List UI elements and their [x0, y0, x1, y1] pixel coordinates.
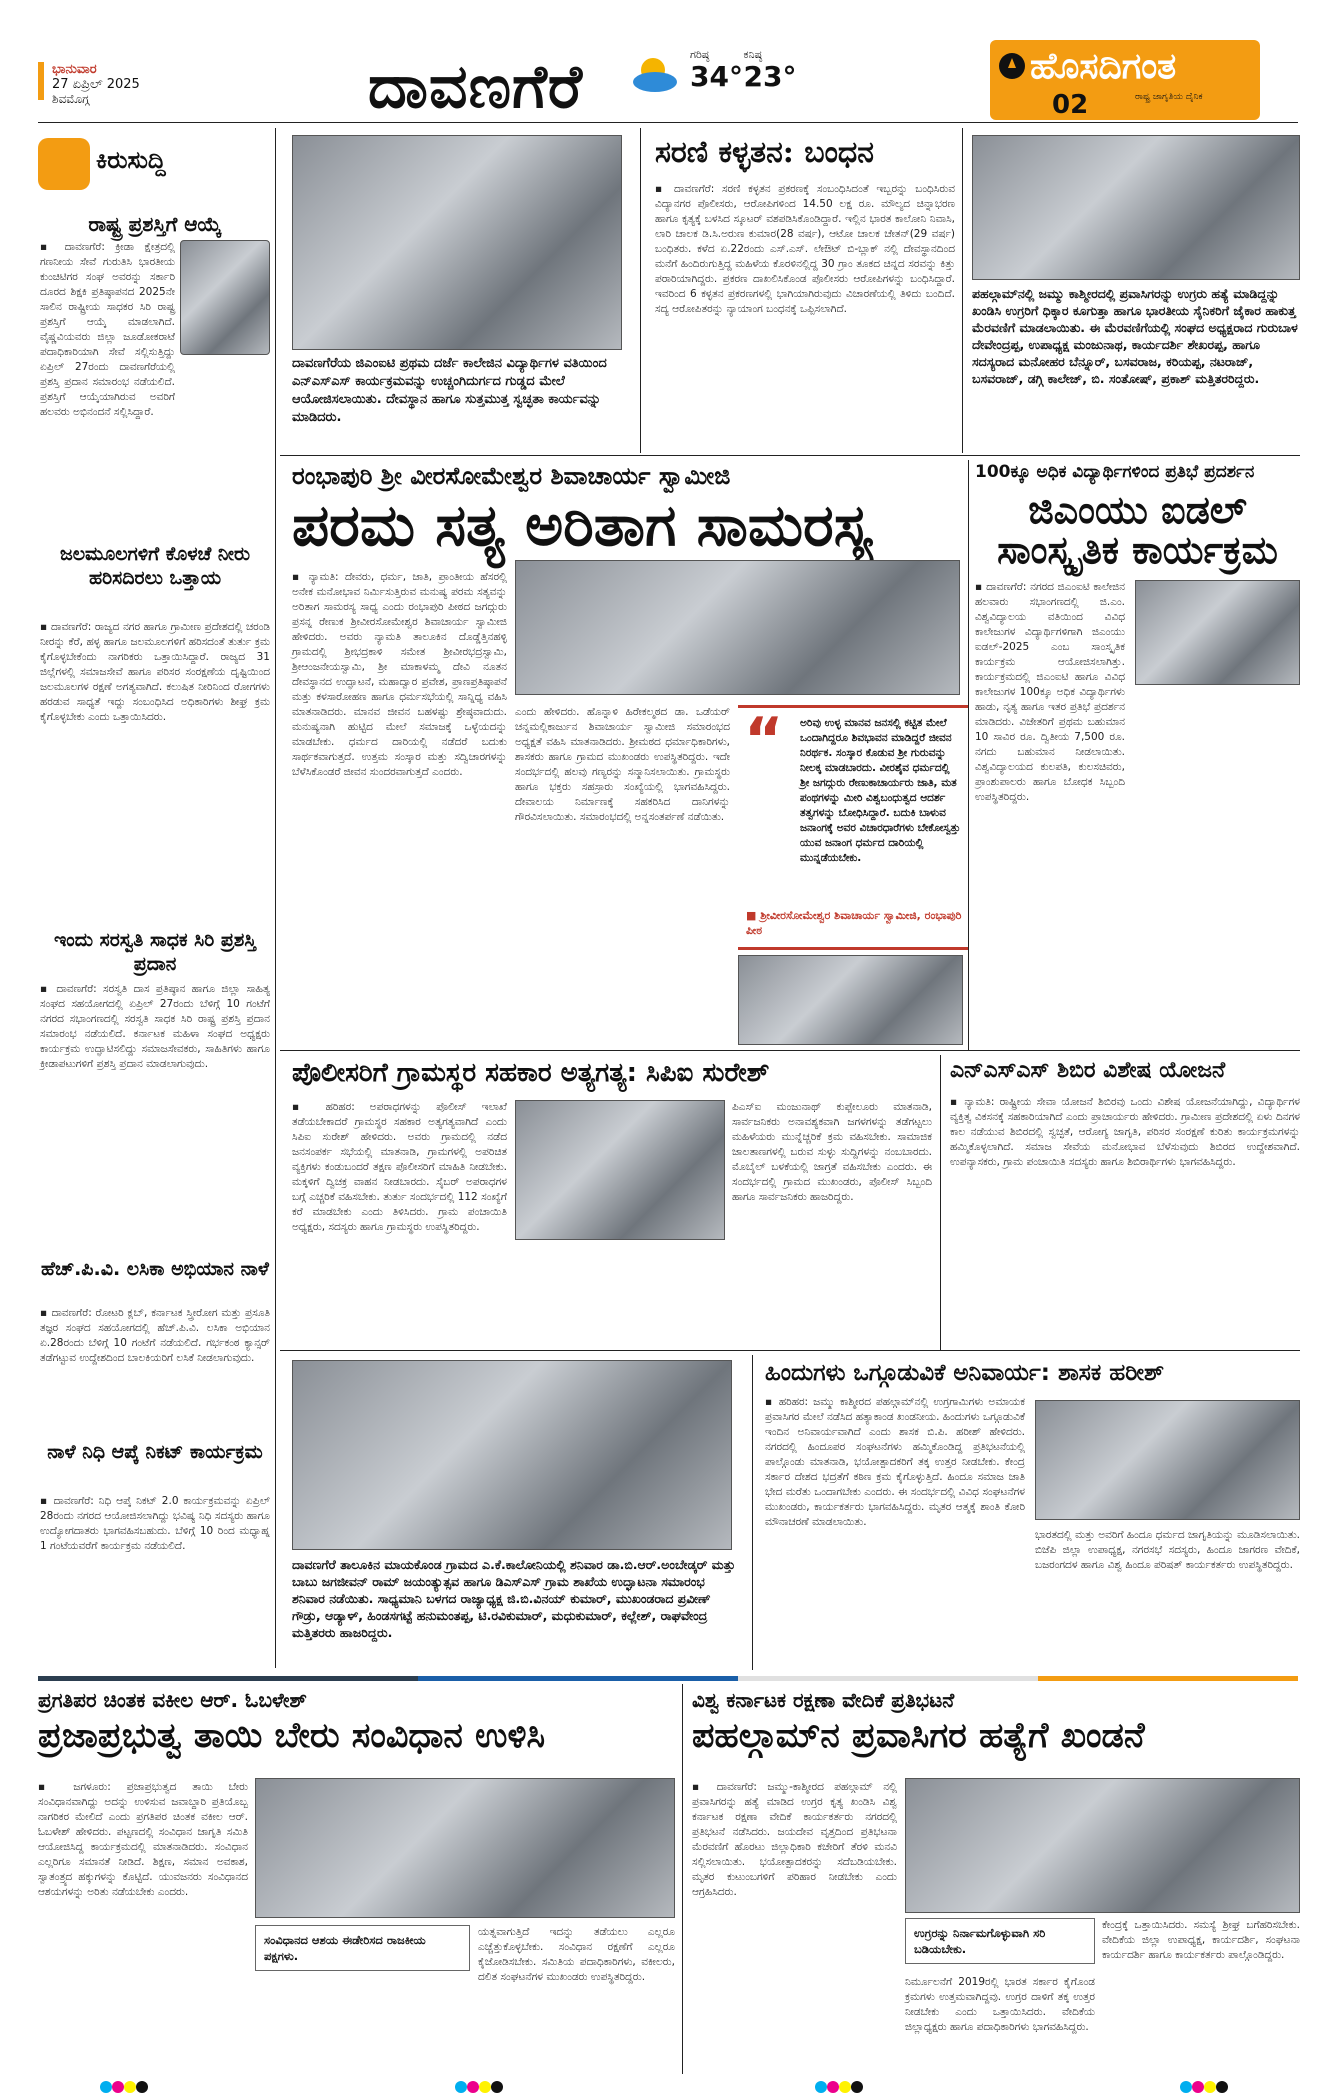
brand-tagline: ರಾಷ್ಟ್ರ ಜಾಗೃತಿಯ ದೈನಿಕ [1135, 92, 1203, 102]
section-bar-blue [418, 1676, 738, 1681]
temperature-block [690, 48, 797, 93]
pull-quote-text: ಅರಿವು ಉಳ್ಳ ಮಾನವ ಜನಸಲ್ಲಿ ಕಟ್ಟಿತ ಮೇಲೆ ಒಂದಾಗಿದ್ದರೂ ಶಿವಭಾವನ ಮಾಡಿದ್ದರೆ ಜೀವನ ನಿರರ್ಥಕ. ಸಂಸ್ಕಾರ ಕೊಡುವ ಶ್ರೀ ಗುರುವನ್ನು ನೀಲಕ್ಕ ಮಾಡಬಾರದು. ವೀರಶೈವ ಧರ್ಮದಲ್ಲಿ ಶ್ರೀ ಜಗದ್ಗುರು ರೇಣುಕಾಚಾರ್ಯರು ಜಾತಿ, ಮತ ಪಂಥಗಳನ್ನು ಮೀರಿ ವಿಶ್ವಬಂಧುತ್ವದ ಆದರ್ಶ ತತ್ವಗಳನ್ನು ಬೋಧಿಸಿದ್ದಾರೆ. ಬದುಕಿ ಬಾಳುವ ಜನಾಂಗಕ್ಕೆ ಅವರ ವಿಚಾರಧಾರೆಗಳು ಬೇಕೋಸ್ವತ್ತು ಯುವ ಜನಾಂಗ ಧರ್ಮದ ದಾರಿಯಲ್ಲಿ ಮುನ್ನಡೆಯಬೇಕು. [800, 717, 961, 864]
pahalgam-headline: ಪಹಲ್ಗಾಮ್‌ನ ಪ್ರವಾಸಿಗರ ಹತ್ಯೆಗೆ ಖಂಡನೆ [692, 1715, 1145, 1756]
pahalgam-callout: ಉಗ್ರರನ್ನು ನಿರ್ನಾಮಗೊಳ್ಳುವಾಗಿ ಸರಿ ಬಡಿಯಬೇಕು. [905, 1918, 1095, 1964]
day: ಭಾನುವಾರ [52, 62, 97, 77]
registration-marks-mid1 [455, 2078, 503, 2097]
max-temp: 34° [690, 60, 743, 93]
hindu-headline: ಹಿಂದುಗಳು ಒಗ್ಗೂಡುವಿಕೆ ಅನಿವಾರ್ಯ: ಶಾಸಕ ಹರೀಶ್ [765, 1360, 1165, 1386]
brief-body-3: ▪ ದಾವಣಗೆರೆ: ಸರಸ್ವತಿ ದಾಸ ಪ್ರತಿಷ್ಠಾನ ಹಾಗೂ ಜಿಲ್ಲಾ ಸಾಹಿತ್ಯ ಸಂಘದ ಸಹಯೋಗದಲ್ಲಿ ಏಪ್ರಿಲ್ 27ರಂದು ಬೆಳಿಗ್ಗೆ 10 ಗಂಟೆಗೆ ನಗರದ ಸಭಾಂಗಣದಲ್ಲಿ ಸರಸ್ವತಿ ಸಾಧಕ ಸಿರಿ ರಾಷ್ಟ್ರ ಪ್ರಶಸ್ತಿ ಪ್ರದಾನ ಸಮಾರಂಭ ನಡೆಯಲಿದೆ. ಕರ್ನಾಟಕ ಮಹಿಳಾ ಸಂಘದ ಅಧ್ಯಕ್ಷರು ಕಾರ್ಯಕ್ರಮ ಉದ್ಘಾಟಿಸಲಿದ್ದು ಸಮಾಜಸೇವಕರು, ಸಾಹಿತಿಗಳು ಹಾಗೂ ಕ್ರೀಡಾಪಟುಗಳಿಗೆ ಪ್ರಶಸ್ತಿ ಪ್ರದಾನ ಮಾಡಲಾಗುವುದು. [40, 983, 270, 1070]
weather-icon [625, 50, 685, 100]
hindu-body: ▪ ಹರಿಹರ: ಜಮ್ಮು ಕಾಶ್ಮೀರದ ಪಹಲ್ಗಾಮ್‌ನಲ್ಲಿ ಉಗ್ರಗಾಮಿಗಳು ಅಮಾಯಕ ಪ್ರವಾಸಿಗರ ಮೇಲೆ ನಡೆಸಿದ ಹತ್ಯಾಕಾಂಡ ಖಂಡನೀಯ. ಹಿಂದುಗಳು ಒಗ್ಗೂಡುವಿಕೆ ಇಂದಿನ ಅನಿವಾರ್ಯವಾಗಿದೆ ಎಂದು ಶಾಸಕ ಬಿ.ಪಿ. ಹರೀಶ್ ಹೇಳಿದರು. ನಗರದಲ್ಲಿ ಹಿಂದೂಪರ ಸಂಘಟನೆಗಳು ಹಮ್ಮಿಕೊಂಡಿದ್ದ ಪ್ರತಿಭಟನೆಯಲ್ಲಿ ಪಾಲ್ಗೊಂಡು ಮಾತನಾಡಿ, ಭಯೋತ್ಪಾದಕರಿಗೆ ತಕ್ಕ ಉತ್ತರ ನೀಡಬೇಕು. ಕೇಂದ್ರ ಸರ್ಕಾರ ದೇಶದ ಭದ್ರತೆಗೆ ಕಠಿಣ ಕ್ರಮ ಕೈಗೊಳ್ಳುತ್ತಿದೆ. ಹಿಂದೂ ಸಮಾಜ ಜಾತಿ ಭೇದ ಮರೆತು ಒಂದಾಗಬೇಕು ಎಂದರು. ಈ ಸಂದರ್ಭದಲ್ಲಿ ವಿವಿಧ ಸಂಘಟನೆಗಳ ಮುಖಂಡರು, ಕಾರ್ಯಕರ್ತರು ಭಾಗವಹಿಸಿದ್ದರು. ಮೃತರ ಆತ್ಮಕ್ಕೆ ಶಾಂತಿ ಕೋರಿ ಮೌನಾಚರಣೆ ಮಾಡಲಾಯಿತು. [765, 1396, 1025, 1528]
nss-group-photo [292, 135, 622, 350]
gmu-headline: ಜಿಎಂಯು ಐಡಲ್ ಸಾಂಸ್ಕೃತಿಕ ಕಾರ್ಯಕ್ರಮ [997, 487, 1278, 572]
constitution-headline: ಪ್ರಜಾಪ್ರಭುತ್ವ ತಾಯಿ ಬೇರು ಸಂವಿಧಾನ ಉಳಿಸಿ [38, 1715, 546, 1756]
brand-name: ಹೊಸದಿಗಂತ [1030, 46, 1177, 87]
nss-body: ▪ ನ್ಯಾಮತಿ: ರಾಷ್ಟ್ರೀಯ ಸೇವಾ ಯೋಜನೆ ಶಿಬಿರವು ಒಂದು ವಿಶೇಷ ಯೋಜನೆಯಾಗಿದ್ದು, ವಿದ್ಯಾರ್ಥಿಗಳ ವ್ಯಕ್ತಿತ್ವ ವಿಕಸನಕ್ಕೆ ಸಹಕಾರಿಯಾಗಿದೆ ಎಂದು ಪ್ರಾಚಾರ್ಯರು ಹೇಳಿದರು. ಗ್ರಾಮೀಣ ಪ್ರದೇಶದಲ್ಲಿ ಏಳು ದಿನಗಳ ಕಾಲ ನಡೆಯುವ ಶಿಬಿರದಲ್ಲಿ ಸ್ವಚ್ಛತೆ, ಆರೋಗ್ಯ ಜಾಗೃತಿ, ಪರಿಸರ ಸಂರಕ್ಷಣೆ ಕುರಿತು ಕಾರ್ಯಕ್ರಮಗಳನ್ನು ಹಮ್ಮಿಕೊಳ್ಳಲಾಗಿದೆ. ಸಮಾಜ ಸೇವೆಯ ಮನೋಭಾವ ಬೆಳೆಸುವುದು ಶಿಬಿರದ ಉದ್ದೇಶವಾಗಿದೆ. ಉಪನ್ಯಾಸಕರು, ಗ್ರಾಮ ಪಂಚಾಯಿತಿ ಸದಸ್ಯರು ಹಾಗೂ ಶಿಬಿರಾರ್ಥಿಗಳು ಭಾಗವಹಿಸಿದ್ದರು. [950, 1096, 1300, 1168]
gmu-body: ▪ ದಾವಣಗೆರೆ: ನಗರದ ಜಿಎಂಐಟಿ ಕಾಲೇಜಿನ ಹಲವಾರು ಸಭಾಂಗಣದಲ್ಲಿ ಜಿ.ಎಂ. ವಿಶ್ವವಿದ್ಯಾಲಯ ವತಿಯಿಂದ ವಿವಿಧ ಕಾಲೇಜುಗಳ ವಿದ್ಯಾರ್ಥಿಗಳಿಗಾಗಿ ಜಿಎಂಯು ಐಡಲ್-2025 ಎಂಬ ಸಾಂಸ್ಕೃತಿಕ ಕಾರ್ಯಕ್ರಮ ಆಯೋಜಿಸಲಾಗಿತ್ತು. ಕಾರ್ಯಕ್ರಮದಲ್ಲಿ ಜಿಎಂಐಟಿ ಹಾಗೂ ವಿವಿಧ ಕಾಲೇಜುಗಳ 100ಕ್ಕೂ ಅಧಿಕ ವಿದ್ಯಾರ್ಥಿಗಳು ಹಾಡು, ನೃತ್ಯ ಹಾಗೂ ಇತರ ಪ್ರತಿಭೆ ಪ್ರದರ್ಶನ ಮಾಡಿದರು. ವಿಜೇತರಿಗೆ ಪ್ರಥಮ ಬಹುಮಾನ 10 ಸಾವಿರ ರೂ. ದ್ವಿತೀಯ 7,500 ರೂ. ನಗದು ಬಹುಮಾನ ನೀಡಲಾಯಿತು. ವಿಶ್ವವಿದ್ಯಾಲಯದ ಕುಲಪತಿ, ಕುಲಸಚಿವರು, ಪ್ರಾಂಶುಪಾಲರು ಹಾಗೂ ಬೋಧಕ ಸಿಬ್ಬಂದಿ ಉಪಸ್ಥಿತರಿದ್ದರು. [975, 581, 1125, 803]
ambedkar-event-photo [292, 1360, 732, 1550]
brief-body-2: ▪ ದಾವಣಗೆರೆ: ರಾಜ್ಯದ ನಗರ ಹಾಗೂ ಗ್ರಾಮೀಣ ಪ್ರದೇಶದಲ್ಲಿ ಚರಂಡಿ ನೀರನ್ನು ಕೆರೆ, ಹಳ್ಳ ಹಾಗೂ ಜಲಮೂಲಗಳಿಗೆ ಹರಿಸದಂತೆ ತುರ್ತು ಕ್ರಮ ಕೈಗೊಳ್ಳಬೇಕೆಂದು ನಾಗರಿಕರು ಒತ್ತಾಯಿಸಿದ್ದಾರೆ. ರಾಜ್ಯದ 31 ಜಿಲ್ಲೆಗಳಲ್ಲಿ ಸಮಾಜಸೇವೆ ಹಾಗೂ ಪರಿಸರ ಸಂರಕ್ಷಣೆಯ ದೃಷ್ಟಿಯಿಂದ ಜಲಮೂಲಗಳ ರಕ್ಷಣೆ ಅಗತ್ಯವಾಗಿದೆ. ಕಲುಷಿತ ನೀರಿನಿಂದ ರೋಗಗಳು ಹರಡುವ ಸಾಧ್ಯತೆ ಇದ್ದು ಸಂಬಂಧಿಸಿದ ಅಧಿಕಾರಿಗಳು ಶೀಘ್ರ ಕ್ರಮ ಕೈಗೊಳ್ಳಬೇಕು ಎಂದು ಒತ್ತಾಯಿಸಿದರು. [40, 621, 270, 723]
pull-quote-attribution: ■ ಶ್ರೀವೀರಸೋಮೇಶ್ವರ ಶಿವಾಚಾರ್ಯ ಸ್ವಾಮೀಜಿ, ರಂಭಾಪುರಿ ಪೀಠ [746, 909, 962, 937]
police-meeting-photo [515, 1100, 725, 1240]
page-number: 02 [1052, 90, 1089, 120]
header-accent-bar [38, 62, 44, 100]
hand-pointing-icon [38, 138, 90, 190]
main-headline: ಪರಮ ಸತ್ಯ ಅರಿತಾಗ ಸಾಮರಸ್ಯ [292, 491, 873, 559]
min-temp: 23° [743, 60, 797, 93]
police-body-col3: ಪಿಎಸ್‌ಐ ಮಂಜುನಾಥ್ ಕುಪ್ಪೇಲೂರು ಮಾತನಾಡಿ, ಸಾರ್ವಜನಿಕರು ಅನಾವಶ್ಯಕವಾಗಿ ಜಗಳಗಳನ್ನು ತಡೆಗಟ್ಟಲು ಮಹಿಳೆಯರು ಮುನ್ನೆಚ್ಚರಿಕೆ ಕ್ರಮ ವಹಿಸಬೇಕು. ಸಾಮಾಜಿಕ ಜಾಲತಾಣಗಳಲ್ಲಿ ಬರುವ ಸುಳ್ಳು ಸುದ್ದಿಗಳನ್ನು ನಂಬಬಾರದು. ಮೊಬೈಲ್ ಬಳಕೆಯಲ್ಲಿ ಜಾಗ್ರತೆ ವಹಿಸಬೇಕು ಎಂದರು. ಈ ಸಂದರ್ಭದಲ್ಲಿ ಗ್ರಾಮದ ಮುಖಂಡರು, ಪೊಲೀಸ್ ಸಿಬ್ಬಂದಿ ಹಾಗೂ ಸಾರ್ವಜನಿಕರು ಹಾಜರಿದ್ದರು. [732, 1101, 932, 1203]
constitution-callout: ಸಂವಿಧಾನದ ಆಶಯ ಈಡೇರಿಸದ ರಾಜಕೀಯ ಪಕ್ಷಗಳು. [255, 1925, 470, 1971]
top-col-rule-2 [962, 128, 963, 453]
brief-headline-2: ಜಲಮೂಲಗಳಿಗೆ ಕೊಳಚೆ ನೀರು ಹರಿಸದಿರಲು ಒತ್ತಾಯ [59, 543, 251, 589]
section-bar-orange [1038, 1676, 1298, 1681]
constitution-body: ▪ ಜಗಳೂರು: ಪ್ರಜಾಪ್ರಭುತ್ವದ ತಾಯಿ ಬೇರು ಸಂವಿಧಾನವಾಗಿದ್ದು ಅದನ್ನು ಉಳಿಸುವ ಜವಾಬ್ದಾರಿ ಪ್ರತಿಯೊಬ್ಬ ನಾಗರಿಕರ ಮೇಲಿದೆ ಎಂದು ಪ್ರಗತಿಪರ ಚಿಂತಕ ವಕೀಲ ಆರ್. ಓಬಳೇಶ್ ಹೇಳಿದರು. ಪಟ್ಟಣದಲ್ಲಿ ಸಂವಿಧಾನ ಜಾಗೃತಿ ಸಮಿತಿ ಆಯೋಜಿಸಿದ್ದ ಕಾರ್ಯಕ್ರಮದಲ್ಲಿ ಮಾತನಾಡಿದರು. ಸಂವಿಧಾನ ಎಲ್ಲರಿಗೂ ಸಮಾನತೆ ನೀಡಿದೆ. ಶಿಕ್ಷಣ, ಸಮಾನ ಅವಕಾಶ, ಸ್ವಾತಂತ್ರ್ಯದ ಹಕ್ಕುಗಳನ್ನು ಕೊಟ್ಟಿದೆ. ಯುವಜನರು ಸಂವಿಧಾನದ ಆಶಯಗಳನ್ನು ಅರಿತು ನಡೆಯಬೇಕು ಎಂದರು. [38, 1781, 248, 1898]
brief-body-1b [40, 358, 270, 538]
top-col-rule-1 [640, 128, 641, 453]
brief-headline-5: ನಾಳೆ ನಿಧಿ ಆಪ್ಕೆ ನಿಕಟ್ ಕಾರ್ಯಕ್ರಮ [47, 1441, 263, 1463]
pahalgam-body-col3: ಕೇಂದ್ರಕ್ಕೆ ಒತ್ತಾಯಿಸಿದರು. ಸಮಸ್ಯೆ ಶ್ರೀಘ್ರ ಬಗೆಹರಿಸಬೇಕು. ವೇದಿಕೆಯ ಜಿಲ್ಲಾ ಉಪಾಧ್ಯಕ್ಷ, ಕಾರ್ಯದರ್ಶಿ, ಸಂಘಟನಾ ಕಾರ್ಯದರ್ಶಿ ಹಾಗೂ ಕಾರ್ಯಕರ್ತರು ಪಾಲ್ಗೊಂಡಿದ್ದರು. [1102, 1919, 1300, 1961]
nss-photo-caption: ದಾವಣಗೆರೆಯ ಜಿಎಂಐಟಿ ಪ್ರಥಮ ದರ್ಜೆ ಕಾಲೇಜಿನ ವಿದ್ಯಾರ್ಥಿಗಳ ವತಿಯಿಂದ ಎನ್‌ಎಸ್‌ಎಸ್ ಕಾರ್ಯಕ್ರಮವನ್ನು ಉಚ್ಚಂಗಿದುರ್ಗದ ಗುಡ್ಡದ ಮೇಲೆ ಆಯೋಜಿಸಲಾಯಿತು. ದೇವಸ್ಥಾನ ಹಾಗೂ ಸುತ್ತಮುತ್ತ ಸ್ವಚ್ಛತಾ ಕಾರ್ಯವನ್ನು ಮಾಡಿದರು. [292, 356, 607, 425]
top-row-rule [280, 455, 1300, 456]
main-body-col1: ▪ ನ್ಯಾಮತಿ: ದೇವರು, ಧರ್ಮ, ಜಾತಿ, ಪ್ರಾಂತೀಯ ಹೆಸರಲ್ಲಿ ಅನೇಕ ಮನೋಭಾವ ನಿರ್ಮಿಸುತ್ತಿರುವ ಮನುಷ್ಯ ಪರಮ ಸತ್ಯವನ್ನು ಅರಿತಾಗ ಸಾಮರಸ್ಯ ಸಾಧ್ಯ ಎಂದು ರಂಭಾಪುರಿ ಪೀಠದ ಜಗದ್ಗುರು ಪ್ರಸನ್ನ ರೇಣುಕ ಶ್ರೀವೀರಸೋಮೇಶ್ವರ ಶಿವಾಚಾರ್ಯ ಸ್ವಾಮೀಜಿ ಹೇಳಿದರು. ಅವರು ನ್ಯಾಮತಿ ತಾಲೂಕಿನ ದೊಡ್ಡೆತ್ತಿನಹಳ್ಳಿ ಗ್ರಾಮದಲ್ಲಿ ಶ್ರೀಭದ್ರಕಾಳಿ ಸಮೇತ ಶ್ರೀವೀರಭದ್ರಸ್ವಾಮಿ, ಶ್ರೀಆಂಜನೇಯಸ್ವಾಮಿ, ಶ್ರೀ ಮಾಕಾಳಮ್ಮ ದೇವಿ ನೂತನ ದೇವಸ್ಥಾನದ ಉದ್ಘಾಟನೆ, ಮಹಾದ್ವಾರ ಪ್ರವೇಶ, ಪ್ರಾಣಪ್ರತಿಷ್ಠಾಪನೆ ಮತ್ತು ಕಳಸಾರೋಹಣ ಹಾಗೂ ಧರ್ಮಸಭೆಯಲ್ಲಿ ಸಾನ್ನಿಧ್ಯ ವಹಿಸಿ ಮಾತನಾಡಿದರು. ಮಾನವ ಜೀವನ ಬಹಳಷ್ಟು ಶ್ರೇಷ್ಠವಾದುದು. ಮನುಷ್ಯನಾಗಿ ಹುಟ್ಟಿದ ಮೇಲೆ ಸಮಾಜಕ್ಕೆ ಒಳ್ಳೆಯದನ್ನು ಮಾಡಬೇಕು. ಧರ್ಮದ ದಾರಿಯಲ್ಲಿ ನಡೆದರೆ ಬದುಕು ಸಾರ್ಥಕವಾಗುತ್ತದೆ. ಉತ್ತಮ ಸಂಸ್ಕಾರ ಮತ್ತು ಸದ್ವಿಚಾರಗಳನ್ನು ಬೆಳೆಸಿಕೊಂಡರೆ ಜೀವನ ಸುಂದರವಾಗುತ್ತದೆ ಎಂದರು. [292, 571, 507, 778]
ambedkar-caption: ದಾವಣಗೆರೆ ತಾಲೂಕಿನ ಮಾಯಕೊಂಡ ಗ್ರಾಮದ ಎ.ಕೆ.ಕಾಲೋನಿಯಲ್ಲಿ ಶನಿವಾರ ಡಾ.ಬಿ.ಆರ್.ಅಂಬೇಡ್ಕರ್ ಮತ್ತು ಬಾಬು ಜಗಜೀವನ್ ರಾಮ್ ಜಯಂತ್ಯುತ್ಸವ ಹಾಗೂ ಡಿಎಸ್‌ಎಸ್ ಗ್ರಾಮ ಶಾಖೆಯ ಉದ್ಘಾಟನಾ ಸಮಾರಂಭ ಶನಿವಾರ ನಡೆಯಿತು. ಸಾಧ್ಯಮಾನಿ ಬಳಗದ ರಾಜ್ಯಾಧ್ಯಕ್ಷ ಜಿ.ಬಿ.ವಿನಯ್ ಕುಮಾರ್, ಮುಖಂಡರಾದ ಪ್ರವೀಣ್ ಗೌಡ್ರು, ಆಡ್ಯಾಳ್, ಹಿಂಡಸಗಟ್ಟೆ ಹನುಮಂತಪ್ಪ, ಟಿ.ರವಿಕುಮಾರ್, ಮಧುಕುಮಾರ್, ಕಲ್ಲೇಶ್, ರಾಘವೇಂದ್ರ ಮತ್ತಿತರರು ಹಾಜರಿದ್ದರು. [292, 1557, 736, 1640]
protest-march-photo [972, 135, 1300, 280]
theft-headline: ಸರಣಿ ಕಳ್ಳತನ: ಬಂಧನ [655, 135, 874, 170]
mid-row-rule [280, 1050, 1300, 1051]
lower-col-rule [940, 1055, 941, 1350]
city-masthead: ದಾವಣಗೆರೆ [368, 52, 583, 122]
date: 27 ಏಪ್ರಿಲ್ 2025 [52, 77, 140, 92]
brief-body-5: ▪ ದಾವಣಗೆರೆ: ನಿಧಿ ಆಪ್ಕೆ ನಿಕಟ್ 2.0 ಕಾರ್ಯಕ್ರಮವನ್ನು ಏಪ್ರಿಲ್ 28ರಂದು ನಗರದ ಆಯೋಜಿಸಲಾಗಿದ್ದು ಭವಿಷ್ಯ ನಿಧಿ ಸದಸ್ಯರು ಹಾಗೂ ಉದ್ಯೋಗದಾತರು ಭಾಗವಹಿಸಬಹುದು. ಬೆಳಿಗ್ಗೆ 10 ರಿಂದ ಮಧ್ಯಾಹ್ನ 1 ಗಂಟೆಯವರೆಗೆ ಕಾರ್ಯಕ್ರಮ ನಡೆಯಲಿದೆ. [40, 1495, 270, 1552]
min-temp-label: ಕನಿಷ್ಠ [743, 48, 763, 61]
awardee-photo [180, 240, 270, 355]
pahalgam-kicker: ವಿಶ್ವ ಕರ್ನಾಟಕ ರಕ್ಷಣಾ ವೇದಿಕೆ ಪ್ರತಿಭಟನೆ [692, 1688, 955, 1712]
hindu-body-col2: ಭಾರತದಲ್ಲಿ ಮತ್ತು ಅವರಿಗೆ ಹಿಂದೂ ಧರ್ಮದ ಜಾಗೃತಿಯನ್ನು ಮೂಡಿಸಲಾಯಿತು. ಬಿಜೆಪಿ ಜಿಲ್ಲಾ ಉಪಾಧ್ಯಕ್ಷ, ನಗರಸಭೆ ಸದಸ್ಯರು, ಹಿಂದೂ ಜಾಗರಣ ವೇದಿಕೆ, ಬಜರಂಗದಳ ಹಾಗೂ ವಿಶ್ವ ಹಿಂದೂ ಪರಿಷತ್ ಕಾರ್ಯಕರ್ತರು ಉಪಸ್ಥಿತರಿದ್ದರು. [1035, 1529, 1300, 1571]
registration-marks-mid2 [815, 2078, 863, 2097]
constitution-event-photo [255, 1778, 675, 1918]
hindu-col-rule [752, 1355, 753, 1670]
brand-logo [990, 40, 1260, 120]
pahalgam-body-col2: ನಿರ್ಮೂಲನೆಗೆ 2019ರಲ್ಲಿ ಭಾರತ ಸರ್ಕಾರ ಕೈಗೊಂಡ ಕ್ರಮಗಳು ಉತ್ತಮವಾಗಿದ್ದವು. ಉಗ್ರರ ದಾಳಿಗೆ ತಕ್ಕ ಉತ್ತರ ನೀಡಬೇಕು ಎಂದು ಒತ್ತಾಯಿಸಿದರು. ವೇದಿಕೆಯ ಜಿಲ್ಲಾಧ್ಯಕ್ಷರು ಹಾಗೂ ಪದಾಧಿಕಾರಿಗಳು ಭಾಗವಹಿಸಿದ್ದರು. [905, 1976, 1095, 2033]
kirusuddi-title: ಕಿರುಸುದ್ದಿ [96, 146, 166, 174]
header-rule [38, 122, 1298, 123]
theft-body: ▪ ದಾವಣಗೆರೆ: ಸರಣಿ ಕಳ್ಳತನ ಪ್ರಕರಣಕ್ಕೆ ಸಂಬಂಧಿಸಿದಂತೆ ಇಬ್ಬರನ್ನು ಬಂಧಿಸಿರುವ ವಿದ್ಯಾನಗರ ಪೊಲೀಸರು, ಆರೋಪಿಗಳಿಂದ 14.50 ಲಕ್ಷ ರೂ. ಮೌಲ್ಯದ ಚಿನ್ನಾಭರಣ ಹಾಗೂ ಕೃತ್ಯಕ್ಕೆ ಬಳಸಿದ ಸ್ಕೂಟರ್ ವಶಪಡಿಸಿಕೊಂಡಿದ್ದಾರೆ. ಇಲ್ಲಿನ ಭಾರತ ಕಾಲೋನಿ ನಿವಾಸಿ, ಲಾರಿ ಚಾಲಕ ಡಿ.ಸಿ.ಅರುಣ ಕುಮಾರ(28 ವರ್ಷ), ಆಟೋ ಚಾಲಕ ಚೇತನ್(29 ವರ್ಷ) ಬಂಧಿತರು. ಕಳೆದ ಏ.22ರಂದು ಎಸ್.ಎಸ್. ಲೇಔಟ್ ಬಿ-ಬ್ಲಾಕ್ ನಲ್ಲಿ ದೇವಸ್ಥಾನದಿಂದ ಮನೆಗೆ ಹಿಂದಿರುಗುತ್ತಿದ್ದ ಮಹಿಳೆಯ ಕೊರಳಿನಲ್ಲಿದ್ದ 30 ಗ್ರಾಂ ತೂಕದ ಚಿನ್ನದ ಸರವನ್ನು ಕಿತ್ತು ಪರಾರಿಯಾಗಿದ್ದರು. ಪ್ರಕರಣ ದಾಖಲಿಸಿಕೊಂಡ ಪೊಲೀಸರು ಆರೋಪಿಗಳನ್ನು ಬಂಧಿಸಿದ್ದಾರೆ. ಇವರಿಂದ 6 ಕಳ್ಳತನ ಪ್ರಕರಣಗಳಲ್ಲಿ ಭಾಗಿಯಾಗಿರುವುದು ವಿಚಾರಣೆಯಲ್ಲಿ ತಿಳಿದು ಬಂದಿದೆ. ಸದ್ಯ ಆರೋಪಿತರನ್ನು ನ್ಯಾಯಾಂಗ ಬಂಧನಕ್ಕೆ ಒಪ್ಪಿಸಲಾಗಿದೆ. [655, 183, 955, 315]
constitution-kicker: ಪ್ರಗತಿಪರ ಚಿಂತಕ ವಕೀಲ ಆರ್. ಓಬಳೇಶ್ [38, 1688, 307, 1712]
swamiji-event-photo [515, 560, 960, 695]
police-body-col2 [515, 1248, 725, 1345]
nss-headline: ಎನ್‌ಎಸ್‌ಎಸ್ ಶಿಬಿರ ವಿಶೇಷ ಯೋಜನೆ [950, 1058, 1226, 1083]
constitution-body-col2: ಯತ್ನವಾಗುತ್ತಿದೆ ಇದನ್ನು ತಡೆಯಲು ಎಲ್ಲರೂ ಎಚ್ಚೆತ್ತುಕೊಳ್ಳಬೇಕು. ಸಂವಿಧಾನ ರಕ್ಷಣೆಗೆ ಎಲ್ಲರೂ ಕೈಜೋಡಿಸಬೇಕು. ಸಮಿತಿಯ ಪದಾಧಿಕಾರಿಗಳು, ವಕೀಲರು, ದಲಿತ ಸಂಘಟನೆಗಳ ಮುಖಂಡರು ಉಪಸ್ಥಿತರಿದ್ದರು. [478, 1926, 675, 1983]
left-column-rule [275, 128, 276, 1668]
mid-col-rule [968, 460, 969, 1050]
section-bar-grey [738, 1676, 1038, 1681]
kirusuddi-label [38, 138, 233, 198]
max-temp-label: ಗರಿಷ್ಠ [690, 48, 710, 61]
brief-headline-4: ಹೆಚ್.ಪಿ.ವಿ. ಲಸಿಕಾ ಅಭಿಯಾನ ನಾಳೆ [41, 1258, 269, 1280]
brief-body-1a: ▪ ದಾವಣಗೆರೆ: ಕ್ರೀಡಾ ಕ್ಷೇತ್ರದಲ್ಲಿ ಗಣನೀಯ ಸೇವೆ ಗುರುತಿಸಿ ಭಾರತೀಯ ಕುಂಚಿಟಿಗರ ಸಂಘ ಅವರನ್ನು ಸರ್ಕಾರಿ ದೂರದ ಶಿಕ್ಷಕಿ ಪ್ರತಿಷ್ಠಾಪನದ 2025ನೇ ಸಾಲಿನ ರಾಷ್ಟ್ರೀಯ ಸಾಧಕರ ಸಿರಿ ರಾಷ್ಟ್ರ ಪ್ರಶಸ್ತಿಗೆ ಆಯ್ಕೆ ಮಾಡಲಾಗಿದೆ. ವೈಷ್ಣವಿಯವರು ಜಿಲ್ಲಾ ಜೂಡೋಕರಾಟೆ ಪದಾಧಿಕಾರಿಯಾಗಿ ಸೇವೆ ಸಲ್ಲಿಸುತ್ತಿದ್ದು ಏಪ್ರಿಲ್ 27ರಂದು ದಾವಣಗೆರೆಯಲ್ಲಿ ಪ್ರಶಸ್ತಿ ಪ್ರದಾನ ಸಮಾರಂಭ ನಡೆಯಲಿದೆ. ಪ್ರಶಸ್ತಿಗೆ ಆಯ್ಕೆಯಾಗಿರುವ ಅವರಿಗೆ ಹಲವರು ಅಭಿನಂದನೆ ಸಲ್ಲಿಸಿದ್ದಾರೆ. [40, 241, 175, 418]
lower-row-rule [280, 1350, 1300, 1351]
main-body-col2: ಎಂದು ಹೇಳಿದರು. ಹೊನ್ನಾಳಿ ಹಿರೇಕಲ್ಮಠದ ಡಾ. ಒಡೆಯರ್ ಚನ್ನಮಲ್ಲಿಕಾರ್ಜುನ ಶಿವಾಚಾರ್ಯ ಸ್ವಾಮೀಜಿ ಸಮಾರಂಭದ ಅಧ್ಯಕ್ಷತೆ ವಹಿಸಿ ಮಾತನಾಡಿದರು. ಶ್ರೀಮಠದ ಧರ್ಮಾಧಿಕಾರಿಗಳು, ಶಾಸಕರು ಹಾಗೂ ಗ್ರಾಮದ ಮುಖಂಡರು ಉಪಸ್ಥಿತರಿದ್ದರು. ಇದೇ ಸಂದರ್ಭದಲ್ಲಿ ಹಲವು ಗಣ್ಯರನ್ನು ಸನ್ಮಾನಿಸಲಾಯಿತು. ಗ್ರಾಮಸ್ಥರು ಹಾಗೂ ಭಕ್ತರು ಸಹಸ್ರಾರು ಸಂಖ್ಯೆಯಲ್ಲಿ ಭಾಗವಹಿಸಿದ್ದರು. ದೇವಾಲಯ ನಿರ್ಮಾಣಕ್ಕೆ ಸಹಕರಿಸಿದ ದಾನಿಗಳನ್ನು ಗೌರವಿಸಲಾಯಿತು. ಸಮಾರಂಭದಲ್ಲಿ ಅನ್ನಸಂತರ್ಪಣೆ ನಡೆಯಿತು. [515, 706, 730, 823]
brief-headline-3: ಇಂದು ಸರಸ್ವತಿ ಸಾಧಕ ಸಿರಿ ಪ್ರಶಸ್ತಿ ಪ್ರದಾನ [53, 929, 257, 975]
pahalgam-body: ▪ ದಾವಣಗೆರೆ: ಜಮ್ಮು-ಕಾಶ್ಮೀರದ ಪಹಲ್ಗಾಮ್ ನಲ್ಲಿ ಪ್ರವಾಸಿಗರನ್ನು ಹತ್ಯೆ ಮಾಡಿದ ಉಗ್ರರ ಕೃತ್ಯ ಖಂಡಿಸಿ ವಿಶ್ವ ಕರ್ನಾಟಕ ರಕ್ಷಣಾ ವೇದಿಕೆ ಕಾರ್ಯಕರ್ತರು ನಗರದಲ್ಲಿ ಪ್ರತಿಭಟನೆ ನಡೆಸಿದರು. ಜಯದೇವ ವೃತ್ತದಿಂದ ಪ್ರತಿಭಟನಾ ಮೆರವಣಿಗೆ ಹೊರಟು ಜಿಲ್ಲಾಧಿಕಾರಿ ಕಚೇರಿಗೆ ತೆರಳಿ ಮನವಿ ಸಲ್ಲಿಸಲಾಯಿತು. ಭಯೋತ್ಪಾದಕರನ್ನು ಸದೆಬಡಿಯಬೇಕು. ಮೃತರ ಕುಟುಂಬಗಳಿಗೆ ಪರಿಹಾರ ನೀಡಬೇಕು ಎಂದು ಆಗ್ರಹಿಸಿದರು. [692, 1781, 897, 1898]
lamp-icon [998, 52, 1026, 80]
pull-quote [738, 705, 968, 950]
main-kicker: ರಂಭಾಪುರಿ ಶ್ರೀ ವೀರಸೋಮೇಶ್ವರ ಶಿವಾಚಾರ್ಯ ಸ್ವಾಮೀಜಿ [292, 462, 731, 490]
protest-march-caption: ಪಹಲ್ಗಾಮ್‌ನಲ್ಲಿ ಜಮ್ಮು ಕಾಶ್ಮೀರದಲ್ಲಿ ಪ್ರವಾಸಿಗರನ್ನು ಉಗ್ರರು ಹತ್ಯೆ ಮಾಡಿದ್ದನ್ನು ಖಂಡಿಸಿ ಉಗ್ರರಿಗೆ ಧಿಕ್ಕಾರ ಕೂಗುತ್ತಾ ಹಾಗೂ ಭಾರತೀಯ ಸೈನಿಕರಿಗೆ ಜೈಕಾರ ಹಾಕುತ್ತ ಮೆರವಣಿಗೆ ಮಾಡಲಾಯಿತು. ಈ ಮೆರವಣಿಗೆಯಲ್ಲಿ ಸಂಘದ ಅಧ್ಯಕ್ಷರಾದ ಗುರುಬಾಳ ದೇವೇಂದ್ರಪ್ಪ, ಉಪಾಧ್ಯಕ್ಷ ಮಂಜುನಾಥ, ಕಾರ್ಯದರ್ಶಿ ಶೇಖರಪ್ಪ, ಹಾಗೂ ಸದಸ್ಯರಾದ ಮನೋಹರ ಬೆನ್ನೂರ್, ಬಸವರಾಜ, ಕರಿಯಪ್ಪ, ನಟರಾಜ್, ಬಸವರಾಜ್, ಡಗ್ಗಿ ಕಾಲೇಜ್, ಬಿ. ಸಂತೋಷ್, ಪ್ರಕಾಶ್ ಮತ್ತಿತರರಿದ್ದರು. [972, 286, 1298, 386]
hindu-protest-photo [1035, 1400, 1300, 1520]
brief-headline-1: ರಾಷ್ಟ್ರ ಪ್ರಶಸ್ತಿಗೆ ಆಯ್ಕೆ [88, 212, 222, 236]
gmu-award-photo [1135, 580, 1300, 685]
swamiji-second-photo [738, 955, 963, 1045]
registration-marks-left [100, 2078, 148, 2097]
pahalgam-protest-photo [905, 1778, 1300, 1913]
gmu-body-col2 [1135, 692, 1300, 1042]
gmu-kicker: 100ಕ್ಕೂ ಅಧಿಕ ವಿದ್ಯಾರ್ಥಿಗಳಿಂದ ಪ್ರತಿಭೆ ಪ್ರದರ್ಶನ [975, 462, 1255, 482]
registration-marks-right [1180, 2078, 1228, 2097]
section-bar-dark [38, 1676, 418, 1681]
quote-mark-icon: “ [744, 705, 784, 775]
dateline [52, 62, 252, 107]
edition-place: ಶಿವಮೊಗ್ಗ [52, 92, 90, 106]
bottom-col-rule [682, 1684, 683, 2074]
police-body: ▪ ಹರಿಹರ: ಅಪರಾಧಗಳನ್ನು ಪೊಲೀಸ್ ಇಲಾಖೆ ತಡೆಯಬೇಕಾದರೆ ಗ್ರಾಮಸ್ಥರ ಸಹಕಾರ ಅತ್ಯಗತ್ಯವಾಗಿದೆ ಎಂದು ಸಿಪಿಐ ಸುರೇಶ್ ಹೇಳಿದರು. ಅವರು ಗ್ರಾಮದಲ್ಲಿ ನಡೆದ ಜನಸಂಪರ್ಕ ಸಭೆಯಲ್ಲಿ ಮಾತನಾಡಿ, ಗ್ರಾಮಗಳಲ್ಲಿ ಅಪರಿಚಿತ ವ್ಯಕ್ತಿಗಳು ಕಂಡುಬಂದರೆ ತಕ್ಷಣ ಪೊಲೀಸರಿಗೆ ಮಾಹಿತಿ ನೀಡಬೇಕು. ಮಕ್ಕಳಿಗೆ ದ್ವಿಚಕ್ರ ವಾಹನ ನೀಡಬಾರದು. ಸೈಬರ್ ಅಪರಾಧಗಳ ಬಗ್ಗೆ ಎಚ್ಚರಿಕೆ ವಹಿಸಬೇಕು. ತುರ್ತು ಸಂದರ್ಭದಲ್ಲಿ 112 ಸಂಖ್ಯೆಗೆ ಕರೆ ಮಾಡಬೇಕು ಎಂದು ತಿಳಿಸಿದರು. ಗ್ರಾಮ ಪಂಚಾಯಿತಿ ಅಧ್ಯಕ್ಷರು, ಸದಸ್ಯರು ಹಾಗೂ ಗ್ರಾಮಸ್ಥರು ಉಪಸ್ಥಿತರಿದ್ದರು. [292, 1101, 507, 1233]
brief-body-4: ▪ ದಾವಣಗೆರೆ: ರೋಟರಿ ಕ್ಲಬ್, ಕರ್ನಾಟಕ ಸ್ತ್ರೀರೋಗ ಮತ್ತು ಪ್ರಸೂತಿ ತಜ್ಞರ ಸಂಘದ ಸಹಯೋಗದಲ್ಲಿ ಹೆಚ್.ಪಿ.ವಿ. ಲಸಿಕಾ ಅಭಿಯಾನ ಏ.28ರಂದು ಬೆಳಿಗ್ಗೆ 10 ಗಂಟೆಗೆ ನಡೆಯಲಿದೆ. ಗರ್ಭಕಂಠ ಕ್ಯಾನ್ಸರ್ ತಡೆಗಟ್ಟುವ ಉದ್ದೇಶದಿಂದ ಬಾಲಕಿಯರಿಗೆ ಲಸಿಕೆ ನೀಡಲಾಗುವುದು. [40, 1307, 270, 1364]
police-headline: ಪೊಲೀಸರಿಗೆ ಗ್ರಾಮಸ್ಥರ ಸಹಕಾರ ಅತ್ಯಗತ್ಯ: ಸಿಪಿಐ ಸುರೇಶ್ [292, 1058, 770, 1088]
